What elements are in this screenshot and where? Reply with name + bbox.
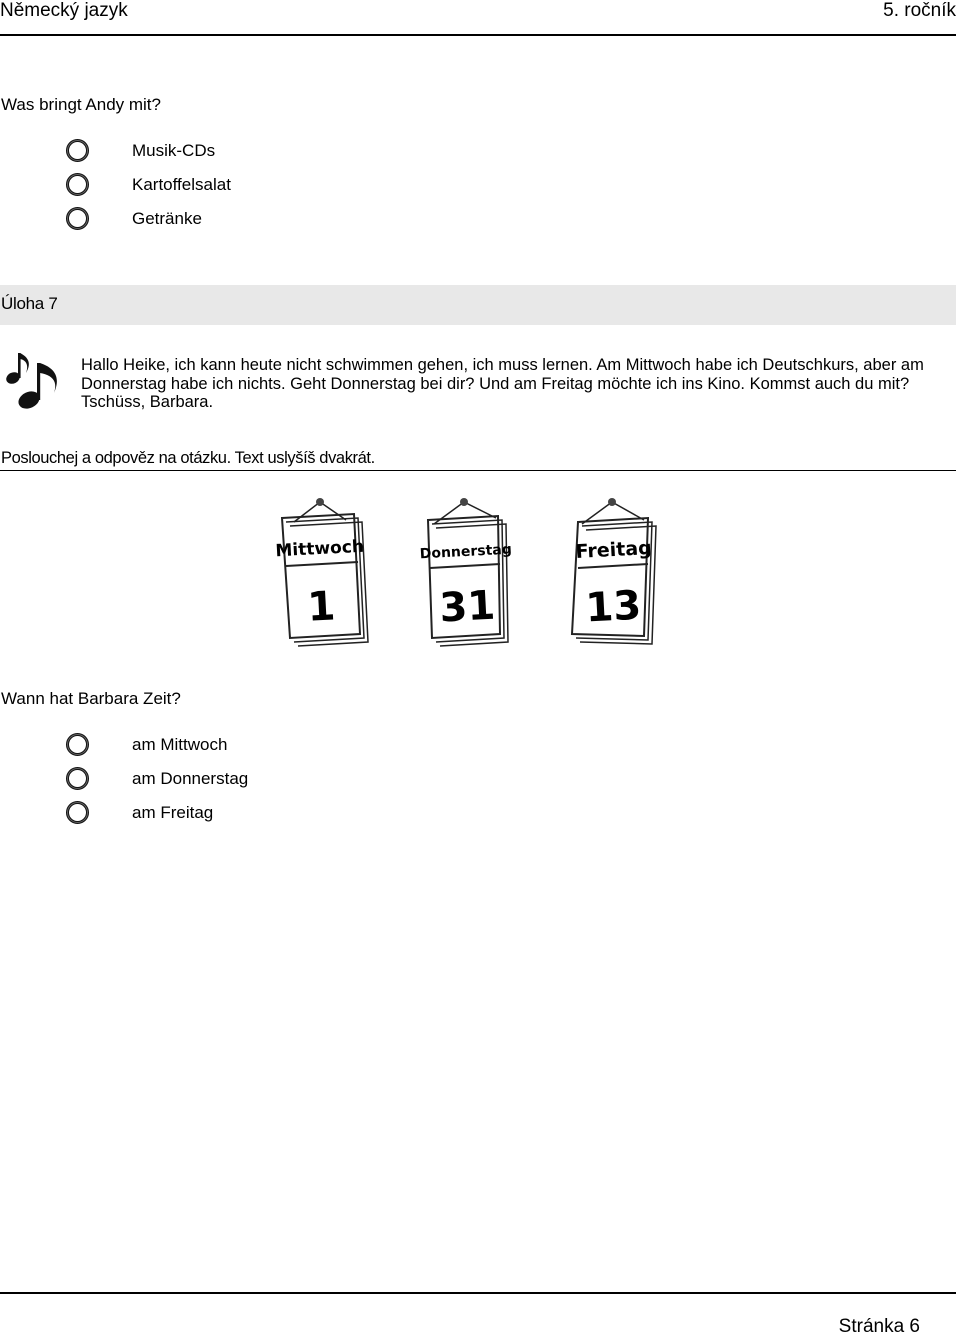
option-1-1-label: Musik-CDs: [132, 141, 216, 160]
footer-divider: [0, 1292, 956, 1294]
option-2-1-label: am Mittwoch: [132, 735, 228, 754]
option-1-1-radio-icon[interactable]: [66, 139, 89, 162]
calendar-mittwoch: [275, 498, 368, 646]
option-2-2-radio-icon[interactable]: [66, 767, 89, 790]
option-2-2-label: am Donnerstag: [132, 769, 249, 788]
calendar-3-day: Freitag: [575, 537, 653, 563]
calendar-1-date: 1: [306, 583, 337, 631]
option-1-3-label: Getränke: [132, 209, 202, 228]
option-1-3-radio-icon[interactable]: [66, 207, 89, 230]
question-1-text: Was bringt Andy mit?: [1, 95, 161, 114]
calendar-2-day: Donnerstag: [419, 541, 513, 563]
calendar-freitag: [572, 498, 656, 644]
option-2-3-label: am Freitag: [132, 803, 214, 822]
option-1-2-radio-icon[interactable]: [66, 173, 89, 196]
header-divider: [0, 34, 956, 36]
calendar-3-date: 13: [584, 582, 643, 632]
music-notes-icon: [2, 345, 66, 411]
question-2-text: Wann hat Barbara Zeit?: [1, 689, 181, 708]
task-title: Úloha 7: [1, 294, 58, 313]
task-instruction: Poslouchej a odpověz na otázku. Text uslyšíš dvakrát.: [1, 449, 375, 467]
subject-title: Německý jazyk: [0, 0, 128, 21]
option-2-1-radio-icon[interactable]: [66, 733, 89, 756]
calendar-2-date: 31: [438, 582, 497, 632]
calendar-1-day: Mittwoch: [274, 536, 365, 562]
calendar-illustration: [258, 488, 698, 663]
calendar-donnerstag: [419, 498, 512, 646]
grade-label: 5. ročník: [883, 0, 956, 21]
audio-transcript: Hallo Heike, ich kann heute nicht schwimmen gehen, ich muss lernen. Am Mittwoch habe ich Deutschkurs, aber am Donnerstag habe ich nichts. Geht Donnerstag bei dir? Und am Freitag möchte ich ins Kino. Kommst auch du mit? Tschüss, Barbara.: [81, 356, 924, 411]
instruction-divider: [0, 470, 956, 471]
page-number: Stránka 6: [838, 1316, 920, 1337]
option-2-3-radio-icon[interactable]: [66, 801, 89, 824]
option-1-2-label: Kartoffelsalat: [132, 175, 231, 194]
task-header-bar: [0, 285, 956, 325]
